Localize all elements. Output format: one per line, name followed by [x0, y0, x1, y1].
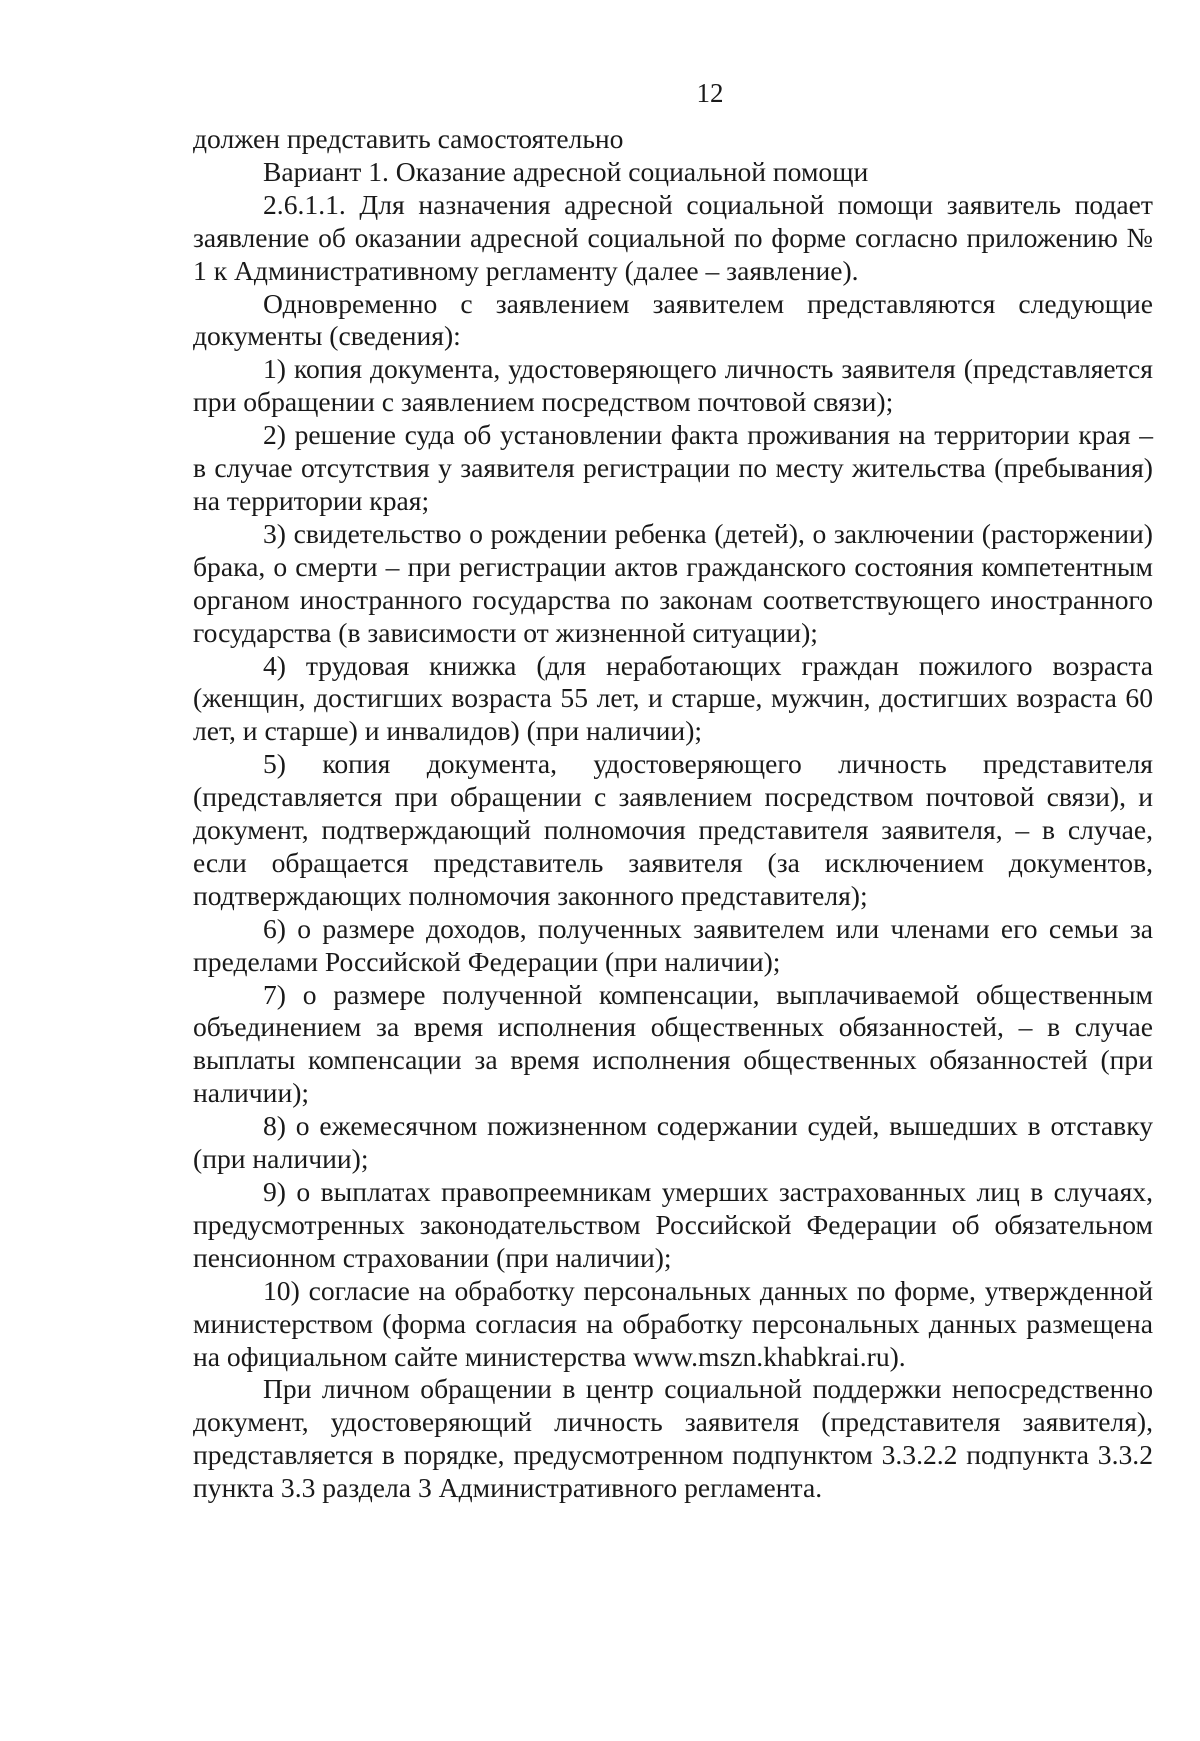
list-item-6: 6) о размере доходов, полученных заявителем или членами его семьи за пределами Российской Федерации (при наличии); [193, 912, 1153, 977]
paragraph-variant-heading: Вариант 1. Оказание адресной социальной помощи [263, 155, 869, 187]
page-number-text: 12 [696, 78, 724, 108]
list-item-3: 3) свидетельство о рождении ребенка (детей), о заключении (расторжении) брака, о смерти – при регистрации актов гражданского состояния компетентным органом иностранного государства по законам соответствующего иностранного государства (в зависимости от жизненной ситуации); [193, 517, 1153, 648]
paragraph-documents-intro: Одновременно с заявлением заявителем представляются следующие документы (сведения): [193, 287, 1153, 352]
document-body [193, 123, 1153, 1505]
list-item-1: 1) копия документа, удостоверяющего личность заявителя (представляется при обращении с заявлением посредством почтовой связи); [193, 353, 1153, 418]
list-item-5: 5) копия документа, удостоверяющего личность представителя (представляется при обращении с заявлением посредством почтовой связи), и документ, подтверждающий полномочия представителя заявителя, – в случае, если обращается представитель заявителя (за исключением документов, подтверждающих полномочия законного представителя); [193, 748, 1153, 911]
list-item-9: 9) о выплатах правопреемникам умерших застрахованных лиц в случаях, предусмотренных законодательством Российской Федерации об обязательном пенсионном страховании (при наличии); [193, 1176, 1153, 1273]
list-item-10: 10) согласие на обработку персональных данных по форме, утвержденной министерством (форма согласия на обработку персональных данных размещена на официальном сайте министерства www.mszn.khabkrai.ru). [193, 1274, 1153, 1372]
paragraph-continuation: должен представить самостоятельно [193, 123, 624, 154]
paragraph-personal-visit: При личном обращении в центр социальной поддержки непосредственно документ, удостоверяющий личность заявителя (представителя заявителя), представляется в порядке, предусмотренном подпунктом 3.3.2.2 подпункта 3.3.2 пункта 3.3 раздела 3 Административного регламента. [193, 1373, 1153, 1504]
paragraph-2-6-1-1: 2.6.1.1. Для назначения адресной социальной помощи заявитель подает заявление об оказании адресной социальной по форме согласно приложению № 1 к Административному регламенту (далее – заявление). [193, 188, 1153, 286]
list-item-2: 2) решение суда об установлении факта проживания на территории края – в случае отсутствия у заявителя регистрации по месту жительства (пребывания) на территории края; [193, 419, 1153, 516]
page-number [0, 78, 1200, 109]
list-item-4: 4) трудовая книжка (для неработающих граждан пожилого возраста (женщин, достигших возраста 55 лет, и старше, мужчин, достигших возраста 60 лет, и старше) и инвалидов) (при наличии); [193, 649, 1153, 747]
list-item-7: 7) о размере полученной компенсации, выплачиваемой общественным объединением за время исполнения общественных обязанностей, – в случае выплаты компенсации за время исполнения общественных обязанностей (при наличии); [193, 978, 1153, 1109]
list-item-8: 8) о ежемесячном пожизненном содержании судей, вышедших в отставку (при наличии); [193, 1110, 1153, 1175]
